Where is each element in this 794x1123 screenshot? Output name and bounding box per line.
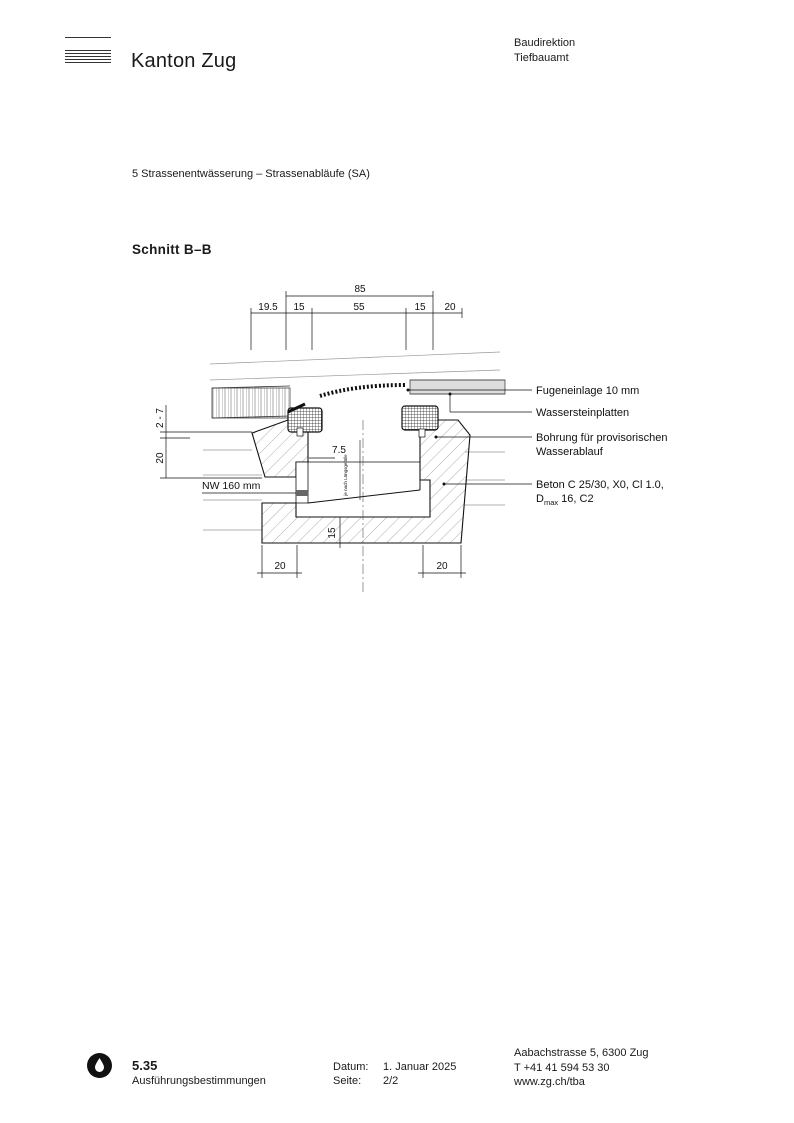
document-number: 5.35 [132, 1058, 158, 1073]
callout-drilling-2: Wasserablauf [536, 446, 603, 458]
dim-gap: 2 - 7 [155, 407, 166, 429]
dim-bottom-right: 20 [436, 561, 448, 572]
department-block [514, 36, 575, 66]
dim-right-offset: 20 [444, 302, 456, 313]
dim-bottom-left: 20 [274, 561, 286, 572]
date-label: Datum: [333, 1061, 369, 1073]
logo-mark [65, 37, 111, 65]
dim-frame-right: 15 [414, 302, 426, 313]
callout-drilling: Bohrung für provisorischen [536, 432, 668, 444]
frame-left [288, 408, 322, 432]
callout-concrete-2: $D_{max}$ 16, C2 [536, 493, 594, 507]
dim-total: 85 [354, 284, 366, 295]
pipe-label: NW 160 mm [202, 480, 261, 492]
dim-left-offset: 19.5 [258, 302, 278, 313]
drawing-title: Schnitt B–B [132, 242, 212, 257]
canton-name: Kanton Zug [131, 50, 237, 72]
dimension-lines-top [251, 291, 462, 350]
section-title: 5 Strassenentwässerung – Strassenabläufe (SA) [132, 168, 370, 180]
dim-height: 20 [155, 452, 166, 464]
page-value: 2/2 [383, 1075, 399, 1087]
dim-frame-left: 15 [293, 302, 305, 313]
website-link[interactable]: www.zg.ch/tba [514, 1076, 585, 1088]
callout-joint: Fugeneinlage 10 mm [536, 385, 640, 397]
office-name: Tiefbauamt [514, 52, 569, 64]
dim-inner: 7.5 [332, 445, 346, 456]
page-label: Seite: [333, 1075, 362, 1087]
contact-block [514, 1046, 649, 1090]
address: Aabachstrasse 5, 6300 Zug [514, 1047, 649, 1059]
water-drop-icon [87, 1053, 112, 1078]
phone: T +41 41 594 53 30 [514, 1061, 610, 1074]
callout-concrete: Beton C 25/30, X0, Cl 1.0, [536, 479, 664, 491]
dim-opening: 55 [353, 302, 365, 313]
document-type: Ausführungsbestimmungen [132, 1075, 266, 1087]
longitudinal-note: je nach Längsgefälle [343, 454, 348, 496]
frame-right [402, 406, 438, 430]
section-drawing [150, 278, 700, 598]
date-value: 1. Januar 2025 [383, 1061, 457, 1073]
callout-gutter-slabs: Wassersteinplatten [536, 407, 630, 419]
department-name: Baudirektion [514, 37, 576, 49]
dim-base: 15 [327, 527, 338, 539]
